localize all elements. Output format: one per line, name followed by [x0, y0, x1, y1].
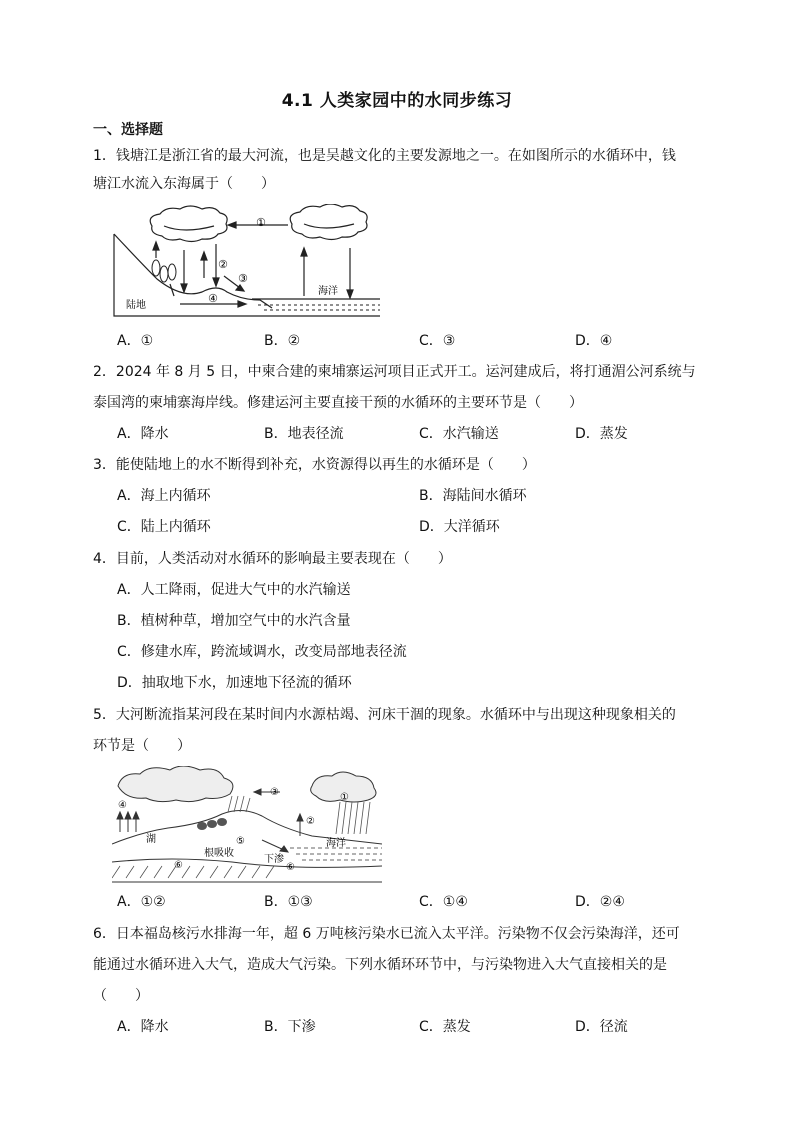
section-heading: 一、选择题	[93, 122, 163, 138]
q2-option-a[interactable]: A．降水	[117, 426, 169, 442]
fig2-label-1: ①	[340, 792, 349, 803]
water-cycle-diagram-1	[112, 204, 384, 320]
question-1-line-2: 塘江水流入东海属于（ ）	[93, 176, 275, 192]
question-1-line-1: 1．钱塘江是浙江省的最大河流，也是吴越文化的主要发源地之一。在如图所示的水循环中，钱	[93, 148, 676, 164]
q4-option-b[interactable]: B．植树种草，增加空气中的水汽含量	[117, 613, 351, 629]
fig2-label-ocean: 海洋	[326, 838, 346, 849]
fig2-label-6: ⑥	[174, 860, 183, 871]
question-5-line-2: 环节是（ ）	[93, 738, 191, 754]
label-land: 陆地	[126, 300, 146, 311]
fig2-label-3: ③	[270, 787, 279, 798]
q1-option-c[interactable]: C．③	[419, 333, 456, 349]
q3-option-d[interactable]: D．大洋循环	[419, 519, 500, 535]
water-cycle-diagram-2	[112, 766, 382, 884]
fig2-label-5: ⑤	[236, 836, 245, 847]
label-3: ③	[238, 272, 248, 285]
q5-option-b[interactable]: B．①③	[264, 894, 313, 910]
q3-option-c[interactable]: C．陆上内循环	[117, 519, 211, 535]
question-6-line-3: （ ）	[93, 988, 149, 1004]
q6-option-b[interactable]: B．下渗	[264, 1019, 316, 1035]
question-6-line-1: 6．日本福岛核污水排海一年，超 6 万吨核污染水已流入太平洋。污染物不仅会污染海洋，还可	[93, 926, 680, 942]
question-2-line-2: 泰国湾的柬埔寨海岸线。修建运河主要直接干预的水循环的主要环节是（ ）	[93, 395, 583, 411]
question-6-line-2: 能通过水循环进入大气，造成大气污染。下列水循环环节中，与污染物进入大气直接相关的是	[93, 957, 667, 973]
fig2-label-4: ④	[118, 800, 127, 811]
q6-option-d[interactable]: D．径流	[575, 1019, 628, 1035]
label-2: ②	[218, 258, 228, 271]
label-4: ④	[208, 292, 218, 305]
q5-option-c[interactable]: C．①④	[419, 894, 468, 910]
q1-option-a[interactable]: A．①	[117, 333, 154, 349]
q2-option-c[interactable]: C．水汽输送	[419, 426, 499, 442]
fig2-label-lake: 湖	[146, 834, 156, 845]
q1-option-b[interactable]: B．②	[264, 333, 301, 349]
question-4-line-1: 4．目前，人类活动对水循环的影响最主要表现在（ ）	[93, 551, 452, 567]
question-5-line-1: 5．大河断流指某河段在某时间内水源枯竭、河床干涸的现象。水循环中与出现这种现象相关的	[93, 707, 676, 723]
q6-option-a[interactable]: A．降水	[117, 1019, 169, 1035]
question-2-line-1: 2．2024 年 8 月 5 日，中柬合建的柬埔寨运河项目正式开工。运河建成后，将打通湄公河系统与	[93, 364, 696, 380]
fig2-label-seep: 下渗	[264, 854, 284, 865]
q4-option-d[interactable]: D．抽取地下水，加速地下径流的循环	[117, 675, 352, 691]
fig2-label-2: ②	[306, 816, 315, 827]
q2-option-b[interactable]: B．地表径流	[264, 426, 344, 442]
fig2-label-root: 根吸收	[204, 848, 234, 859]
q3-option-b[interactable]: B．海陆间水循环	[419, 488, 527, 504]
q2-option-d[interactable]: D．蒸发	[575, 426, 628, 442]
question-3-line-1: 3．能使陆地上的水不断得到补充，水资源得以再生的水循环是（ ）	[93, 457, 536, 473]
q5-option-a[interactable]: A．①②	[117, 894, 166, 910]
label-1: ①	[256, 216, 266, 229]
q3-option-a[interactable]: A．海上内循环	[117, 488, 211, 504]
q5-option-d[interactable]: D．②④	[575, 894, 625, 910]
q4-option-c[interactable]: C．修建水库，跨流域调水，改变局部地表径流	[117, 644, 407, 660]
label-ocean: 海洋	[318, 286, 338, 297]
page-title: 4.1 人类家园中的水同步练习	[281, 91, 513, 111]
q1-option-d[interactable]: D．④	[575, 333, 613, 349]
fig2-label-6b: ⑥	[286, 862, 295, 873]
q4-option-a[interactable]: A．人工降雨，促进大气中的水汽输送	[117, 582, 351, 598]
q6-option-c[interactable]: C．蒸发	[419, 1019, 471, 1035]
